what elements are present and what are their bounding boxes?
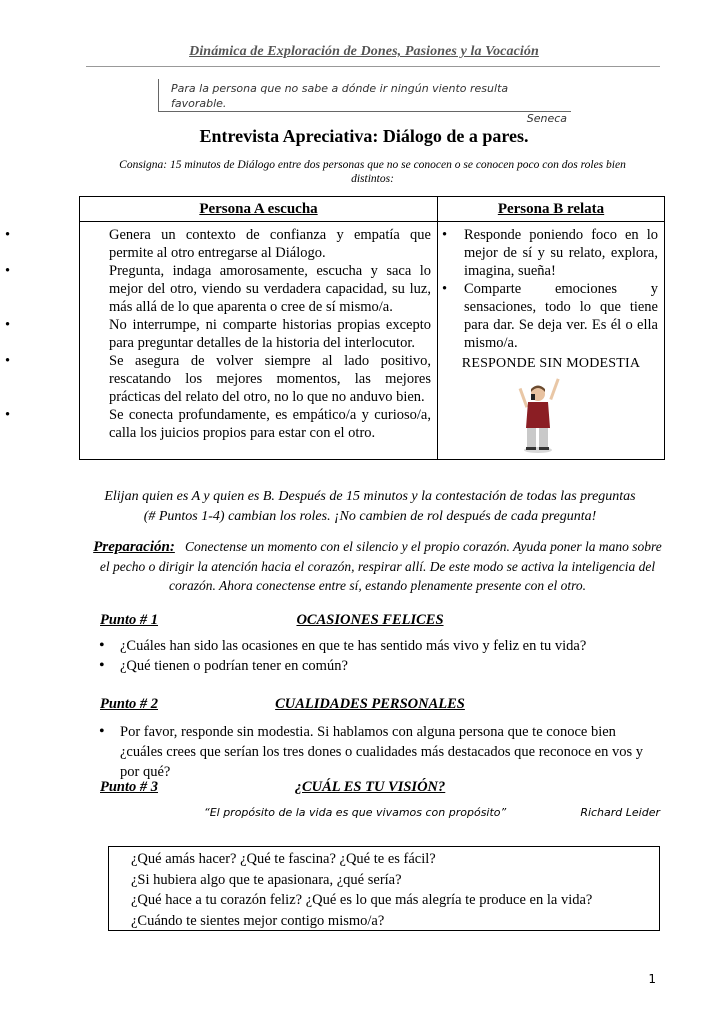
question-item: • Por favor, responde sin modestia. Si hablamos con alguna persona que te conoce bien ¿cuáles crees que serían los tres dones o cualidades más destacados que reconoce en vos y por qué? [90, 722, 660, 782]
vision-questions-box [108, 846, 660, 931]
col-b-item: • Responde poniendo foco en lo mejor de sí y su relato, explora, imagina, sueña! [438, 226, 664, 280]
preparacion-label: Preparación: [93, 539, 175, 555]
punto-2-number: Punto # 2 [100, 696, 159, 712]
col-b-header: Persona B relata [438, 197, 665, 222]
roles-table [79, 196, 665, 460]
preparacion-section [90, 537, 665, 595]
col-a-item: • Pregunta, indaga amorosamente, escucha y saca lo mejor del otro, viendo su verdadera capacidad, su luz, más allá de lo que aparenta o cree de sí mismo/a. [1, 262, 437, 316]
question-item: • ¿Cuáles han sido las ocasiones en que te has sentido más vivo y feliz en tu vida? [90, 636, 660, 656]
punto-3-number: Punto # 3 [100, 779, 159, 795]
col-b-item: • Comparte emociones y sensaciones, todo lo que tiene para dar. Se deja ver. Es él o ella mismo/a. [438, 280, 664, 352]
vision-quote-text: “El propósito de la vida es que vivamos con propósito” [204, 806, 507, 819]
punto-3-title: ¿CUÁL ES TU VISIÓN? [294, 779, 446, 795]
col-a-item: • Se conecta profundamente, es empático/a y curioso/a, calla los juicios propios para estar con el otro. [1, 406, 437, 442]
person-singing-image [498, 374, 578, 454]
question-item: ¿Cuándo te sientes mejor contigo mismo/a? [131, 912, 385, 929]
preparacion-text: Conectense un momento con el silencio y el propio corazón. Ayuda poner la mano sobre el pecho o dirigir la atención hacia el corazón, respirar allí. De este modo se activa la inteligencia del corazón. Ahora conectense entre sí, estando plenamente presente con el otro. [99, 539, 662, 593]
col-a-item: • Se asegura de volver siempre al lado positivo, rescatando los mejores momentos, las mejores prácticas del relato del otro, no lo que no anduvo bien. [1, 352, 437, 406]
consigna-text: Consigna: 15 minutos de Diálogo entre dos personas que no se conocen o se conocen poco con dos roles bien distintos: [119, 159, 626, 185]
question-item: ¿Si hubiera algo que te apasionara, ¿qué sería? [131, 871, 402, 888]
vision-quote-author: Richard Leider [580, 806, 660, 819]
col-a-item: • Genera un contexto de confianza y empatía que permite al otro entregarse al Diálogo. [1, 226, 437, 262]
question-item: ¿Qué hace a tu corazón feliz? ¿Qué es lo que más alegría te produce en la vida? [131, 892, 593, 908]
col-a-header: Persona A escucha [80, 197, 438, 222]
epigraph-text: Para la persona que no sabe a dónde ir ningún viento resulta favorable. [171, 82, 509, 110]
epigraph-author: Seneca [526, 112, 567, 125]
epigraph-box [158, 79, 571, 125]
col-a-cell [80, 222, 438, 460]
punto-2-questions [90, 722, 660, 782]
punto-2-title: CUALIDADES PERSONALES [275, 696, 465, 712]
question-item: ¿Qué amás hacer? ¿Qué te fascina? ¿Qué te es fácil? [131, 851, 436, 867]
question-item: • ¿Qué tienen o podrían tener en común? [90, 656, 660, 676]
page-number: 1 [648, 972, 656, 986]
punto-1-title: OCASIONES FELICES [296, 612, 444, 628]
punto-1-number: Punto # 1 [100, 612, 159, 628]
header-divider [86, 66, 660, 67]
punto-1-questions [90, 636, 660, 676]
responde-note: RESPONDE SIN MODESTIA [461, 356, 641, 371]
col-b-cell [438, 222, 665, 460]
page-title: Entrevista Apreciativa: Diálogo de a pares. [199, 126, 529, 146]
document-header-title: Dinámica de Exploración de Dones, Pasiones y la Vocación [189, 44, 539, 59]
col-a-item: • No interrumpe, ni comparte historias propias excepto para preguntar detalles de la historia del interlocutor. [1, 316, 437, 352]
role-instructions: Elijan quien es A y quien es B. Después de 15 minutos y la contestación de todas las preguntas (# Puntos 1-4) cambian los roles. ¡No cambien de rol después de cada pregunta! [104, 489, 636, 524]
